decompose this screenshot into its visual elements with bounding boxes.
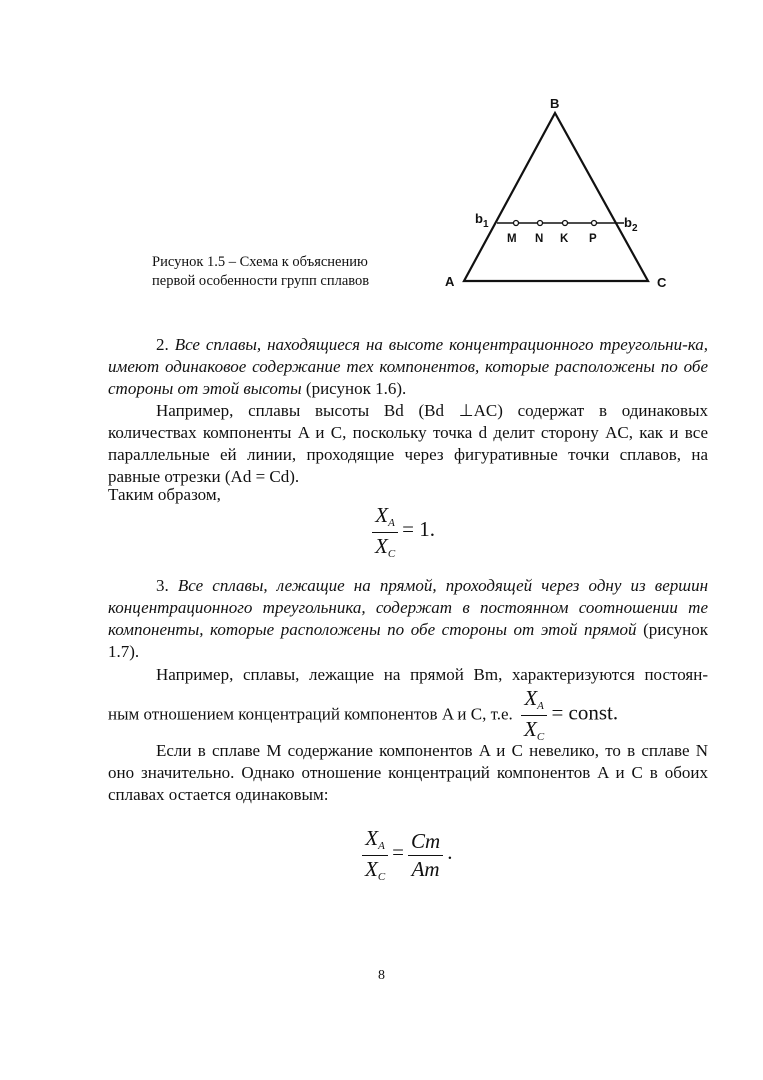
formula-2-numerator: $X_A$	[521, 688, 547, 716]
point-m-marker	[514, 221, 519, 226]
point-n-marker	[538, 221, 543, 226]
section-3-statement	[108, 575, 708, 663]
section-3-figure-ref: (рисунок 1.7).	[108, 620, 708, 661]
section-3-number: 3.	[156, 576, 169, 595]
formula-ratio-cm-am	[362, 828, 452, 883]
formula-3-right-fraction: $\frac{Cm}{Am}$	[408, 831, 443, 880]
label-vertex-c: C	[657, 275, 667, 290]
formula-1-fraction	[372, 505, 398, 560]
figure-caption	[152, 253, 432, 291]
triangle-diagram	[430, 92, 670, 297]
label-point-p: P	[589, 233, 597, 245]
section-2-statement	[108, 334, 708, 400]
formula-1-numerator: $X_A$	[372, 505, 398, 533]
figure-caption-line-1: Рисунок 1.5 – Схема к объяснению	[152, 254, 368, 270]
formula-1-rhs: = 1.	[402, 517, 436, 542]
figure-caption-line-2: первой особенности групп сплавов	[152, 273, 370, 289]
formula-2-denominator: $X_C$	[524, 717, 545, 743]
formula-3-period: .	[447, 840, 453, 865]
formula-1-denominator: $X_C$	[375, 534, 396, 560]
label-point-n: N	[535, 233, 544, 245]
label-point-k: K	[560, 233, 569, 245]
formula-2-rhs: = const.	[551, 700, 619, 725]
section-3-italic-rule: Все сплавы, лежащие на прямой, проходящей через одну из вершин концентрационного треугольника, содержат в постоянном соотношении те компоненты, которые расположены по обе стороны от этой прямой	[108, 576, 708, 639]
section-2-figure-ref: (рисунок 1.6).	[305, 379, 407, 398]
triangle-svg	[430, 92, 670, 297]
point-p-marker	[592, 221, 597, 226]
page-number: 8	[378, 968, 385, 983]
label-vertex-b: B	[550, 96, 560, 111]
formula-3-left-fraction: $\frac{X_A}{X_C}$	[362, 828, 388, 883]
section-3-comparison: Если в сплаве M содержание компонентов A и C невелико, то в сплаве N оно значительно. Однако отношение концентраций компонентов A и C в обоих сплавах остается одинаковым:	[108, 741, 708, 804]
section-2-conclusion: Таким образом,	[108, 485, 221, 504]
section-2-example	[108, 400, 708, 488]
label-point-m: M	[507, 233, 517, 245]
section-2-number: 2.	[156, 335, 169, 354]
point-k-marker	[563, 221, 568, 226]
formula-2-fraction	[521, 688, 547, 743]
formula-ratio-equals-one	[372, 505, 435, 560]
section-2-example-text: Например, сплавы высоты Bd (Bd ⊥AC) содержат в одинаковых количествах компоненты A и C, поскольку точка d делит сторону AC, как и все параллельные ей линии, проходящие через фигуративные точки сплавов, на равные отрезки (Ad = Cd).	[108, 401, 708, 486]
section-3-example-line-1: Например, сплавы, лежащие на прямой Bm, характеризуются постоян-	[156, 665, 708, 684]
triangle-outline	[464, 113, 648, 281]
label-b2: $b_2$	[624, 215, 638, 234]
label-vertex-a: A	[445, 274, 455, 289]
label-b1: $b_1$	[475, 211, 489, 230]
section-3-example-line-2: ным отношением концентраций компонентов A и C, т.е. $\frac{X_A}{X_C}$ = const.	[108, 686, 619, 743]
section-2-italic-rule: Все сплавы, находящиеся на высоте концентрационного треугольни-ка, имеют одинаковое содержание тех компонентов, которые расположены по обе стороны от этой высоты	[108, 335, 709, 398]
formula-3-equals: =	[392, 840, 405, 865]
